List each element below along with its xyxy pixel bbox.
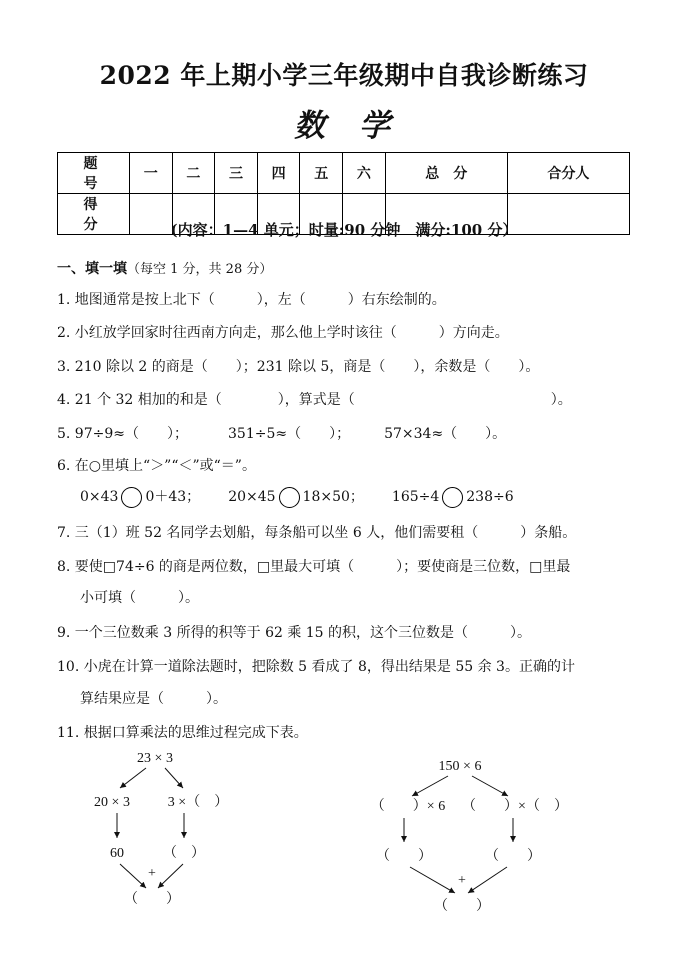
diagram-left-left-result: 60 [110, 846, 124, 861]
diagram-right-left: （ ）× 6 [370, 799, 446, 814]
diagram-right-arrow [410, 867, 455, 893]
score-table-col-1: 一 [130, 153, 173, 194]
compare-3-left: 165÷4 [391, 489, 440, 505]
compare-1-right: 0＋43； [145, 489, 201, 505]
page-title: 2022 年上期小学三年级期中自我诊断练习 [99, 61, 589, 90]
score-table-row2-label: 得 分 [58, 194, 130, 235]
question-8-line-1: 8. 要使□74÷6 的商是两位数，□里最大可填（ ）；要使商是三位数，□里最 [57, 559, 571, 575]
section-1-title: 一、填一填 [57, 261, 127, 277]
score-table-col-2: 二 [172, 153, 215, 194]
diagram-left-left: 20 × 3 [94, 795, 130, 810]
diagram-right-final: （ ） [434, 899, 490, 914]
diagram-left-arrow [165, 768, 183, 788]
score-table-col-6: 六 [343, 153, 386, 194]
question-2: 2. 小红放学回家时往西南方向走，那么他上学时该往（ ）方向走。 [57, 325, 509, 341]
question-5c: 57×34≈（ ）。 [384, 426, 507, 442]
score-table-col-3: 三 [215, 153, 258, 194]
question-3: 3. 210 除以 2 的商是（ ）；231 除以 5，商是（ ），余数是（ ）。 [57, 359, 540, 375]
score-table-row1-label: 题 号 [58, 153, 130, 194]
question-7: 7. 三（1）班 52 名同学去划船，每条船可以坐 6 人，他们需要租（ ）条船。 [57, 525, 577, 541]
score-table-col-grader: 合分人 [507, 153, 629, 194]
diagram-left-right-result: （ ） [163, 846, 205, 861]
question-4: 4. 21 个 32 相加的和是（ ），算式是（ ）。 [57, 392, 572, 408]
section-1-scoring: （每空 1 分，共 28 分） [127, 262, 273, 277]
compare-1-left: 0×43 [80, 489, 119, 505]
question-9: 9. 一个三位数乘 3 所得的积等于 62 乘 15 的积，这个三位数是（ ）。 [57, 625, 532, 641]
question-5b: 351÷5≈（ ）； [228, 426, 351, 442]
compare-3-right: 238÷6 [466, 489, 514, 505]
diagram-left-op: + [148, 866, 156, 881]
question-1: 1. 地图通常是按上北下（ ），左（ ）右东绘制的。 [57, 292, 446, 308]
question-5a: 5. 97÷9≈（ ）； [57, 426, 188, 442]
question-10-line-1: 10. 小虎在计算一道除法题时，把除数 5 看成了 8，得出结果是 55 余 3。正确的计 [57, 659, 575, 675]
diagram-right-top: 150 × 6 [438, 759, 482, 774]
subject-heading: 数学 [294, 108, 424, 144]
diagram-right-arrow [412, 776, 448, 796]
diagram-right-left-result: （ ） [376, 849, 432, 864]
diagram-left-top: 23 × 3 [137, 751, 173, 766]
diagram-right-right: （ ）×（ ） [462, 799, 568, 814]
compare-2-left: 20×45 [228, 489, 276, 505]
diagram-right-arrow [472, 776, 508, 796]
diagram-right-arrow [468, 867, 507, 893]
diagram-left-final: （ ） [124, 892, 180, 907]
compare-2-right: 18×50； [302, 489, 364, 505]
diagram-right [371, 759, 568, 914]
score-table-col-total: 总 分 [385, 153, 507, 194]
diagram-right-right-result: （ ） [485, 849, 541, 864]
exam-note: (内容：1—4 单元；时量:90 分钟 满分:100 分） [170, 221, 518, 239]
question-8-line-2: 小可填（ ）。 [80, 590, 199, 606]
score-table-col-4: 四 [257, 153, 300, 194]
diagram-left-arrow [120, 768, 146, 788]
question-11: 11. 根据口算乘法的思维过程完成下表。 [57, 725, 308, 741]
score-table-col-5: 五 [300, 153, 343, 194]
diagram-left [94, 751, 228, 907]
diagram-right-op: + [458, 873, 466, 888]
question-6: 6. 在○里填上“＞”“＜”或“＝”。 [57, 458, 256, 474]
diagram-left-right: 3 ×（ ） [167, 795, 229, 810]
diagram-left-arrow [158, 864, 183, 888]
question-10-line-2: 算结果应是（ ）。 [80, 691, 227, 707]
diagram-left-arrow [120, 864, 146, 888]
